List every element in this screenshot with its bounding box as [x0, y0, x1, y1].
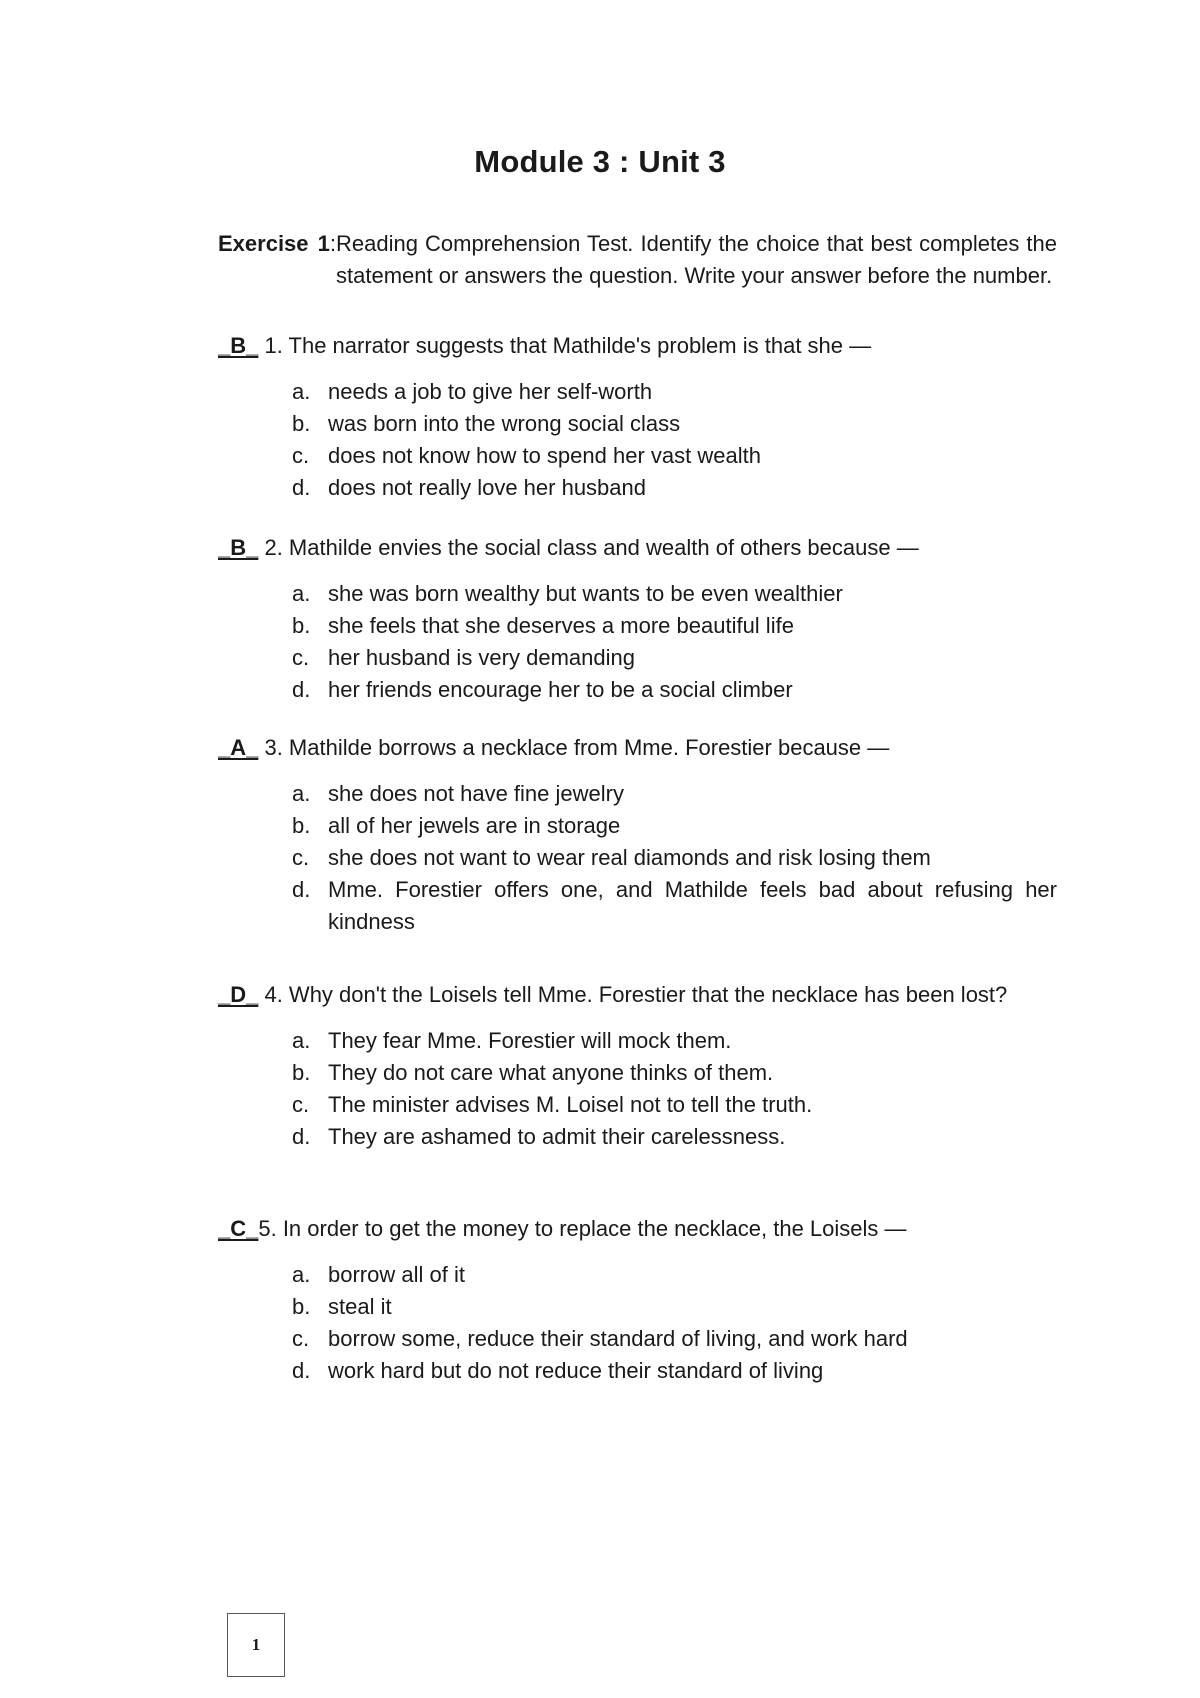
option-list: [218, 1025, 1057, 1153]
option-text: steal it: [328, 1294, 392, 1319]
question-1: [218, 330, 1057, 504]
option-list: [218, 1259, 1057, 1387]
option-text: Mme. Forestier offers one, and Mathilde feels bad about refusing her kindness: [328, 877, 1057, 934]
option-list: [218, 578, 1057, 706]
option-text: work hard but do not reduce their standard of living: [328, 1358, 824, 1383]
option-list: [218, 778, 1057, 938]
option-letter: c.: [292, 1326, 310, 1351]
option-item: [218, 674, 1057, 706]
option-text: They fear Mme. Forestier will mock them.: [328, 1028, 732, 1053]
option-text: needs a job to give her self-worth: [328, 379, 653, 404]
question-5: [218, 1213, 1057, 1387]
option-text: does not know how to spend her vast wealth: [328, 443, 761, 468]
page-number: 1: [251, 1635, 261, 1654]
option-text: she does not want to wear real diamonds and risk losing them: [328, 845, 931, 870]
option-item: [218, 642, 1057, 674]
option-list: [218, 376, 1057, 504]
option-item: [218, 810, 1057, 842]
option-letter: c.: [292, 645, 310, 670]
option-letter: a.: [292, 379, 311, 404]
question-text: 2. Mathilde envies the social class and wealth of others because —: [258, 535, 919, 560]
answer-blank: _B_: [218, 535, 259, 560]
question-text: 4. Why don't the Loisels tell Mme. Forestier that the necklace has been lost?: [258, 982, 1008, 1007]
option-item: [218, 874, 1057, 938]
option-text: her friends encourage her to be a social climber: [328, 677, 793, 702]
option-text: The minister advises M. Loisel not to tell the truth.: [328, 1092, 813, 1117]
option-text: she feels that she deserves a more beautiful life: [328, 613, 794, 638]
option-item: [218, 1259, 1057, 1291]
option-letter: c.: [292, 845, 310, 870]
option-letter: d.: [292, 1358, 311, 1383]
option-letter: d.: [292, 877, 311, 902]
option-text: her husband is very demanding: [328, 645, 635, 670]
option-text: was born into the wrong social class: [328, 411, 681, 436]
option-item: [218, 472, 1057, 504]
exercise-instructions-text: Reading Comprehension Test. Identify the choice that best completes the statement or answers the question. Write your answer before the number.: [336, 231, 1057, 288]
page-title: Module 3 : Unit 3: [474, 144, 726, 179]
option-letter: a.: [292, 1028, 311, 1053]
option-letter: b.: [292, 411, 311, 436]
exercise-instructions: [218, 228, 1057, 292]
question-4: [218, 979, 1057, 1153]
option-item: [218, 1291, 1057, 1323]
question-text: 1. The narrator suggests that Mathilde's problem is that she —: [258, 333, 872, 358]
exercise-label-colon: :: [329, 231, 336, 256]
exercise-label: [218, 228, 336, 260]
answer-blank: _B_: [218, 333, 259, 358]
option-item: [218, 376, 1057, 408]
option-item: [218, 842, 1057, 874]
option-item: [218, 1355, 1057, 1387]
option-item: [218, 578, 1057, 610]
option-item: [218, 778, 1057, 810]
question-3: [218, 732, 1057, 938]
option-letter: d.: [292, 475, 311, 500]
option-letter: a.: [292, 581, 311, 606]
option-letter: b.: [292, 1060, 311, 1085]
option-letter: a.: [292, 781, 311, 806]
option-letter: d.: [292, 677, 311, 702]
option-letter: c.: [292, 443, 310, 468]
question-text: 5. In order to get the money to replace the necklace, the Loisels —: [258, 1216, 907, 1241]
option-text: she does not have fine jewelry: [328, 781, 624, 806]
option-item: [218, 408, 1057, 440]
option-text: she was born wealthy but wants to be even wealthier: [328, 581, 843, 606]
exercise-label-word: Exercise: [218, 231, 309, 256]
question-2: [218, 532, 1057, 706]
option-item: [218, 440, 1057, 472]
option-letter: d.: [292, 1124, 311, 1149]
option-item: [218, 610, 1057, 642]
option-letter: b.: [292, 1294, 311, 1319]
option-letter: a.: [292, 1262, 311, 1287]
option-text: They are ashamed to admit their carelessness.: [328, 1124, 786, 1149]
option-item: [218, 1057, 1057, 1089]
option-text: borrow some, reduce their standard of living, and work hard: [328, 1326, 908, 1351]
option-letter: b.: [292, 813, 311, 838]
option-text: does not really love her husband: [328, 475, 646, 500]
page-number-box: [227, 1613, 285, 1677]
answer-blank: _A_: [218, 735, 259, 760]
option-item: [218, 1323, 1057, 1355]
exercise-label-number: 1: [317, 231, 330, 256]
option-letter: b.: [292, 613, 311, 638]
option-item: [218, 1121, 1057, 1153]
option-text: borrow all of it: [328, 1262, 465, 1287]
option-letter: c.: [292, 1092, 310, 1117]
answer-blank: _D_: [218, 982, 259, 1007]
option-text: They do not care what anyone thinks of them.: [328, 1060, 774, 1085]
option-item: [218, 1025, 1057, 1057]
question-text: 3. Mathilde borrows a necklace from Mme. Forestier because —: [258, 735, 890, 760]
option-item: [218, 1089, 1057, 1121]
answer-blank: _C_: [218, 1216, 259, 1241]
option-text: all of her jewels are in storage: [328, 813, 621, 838]
